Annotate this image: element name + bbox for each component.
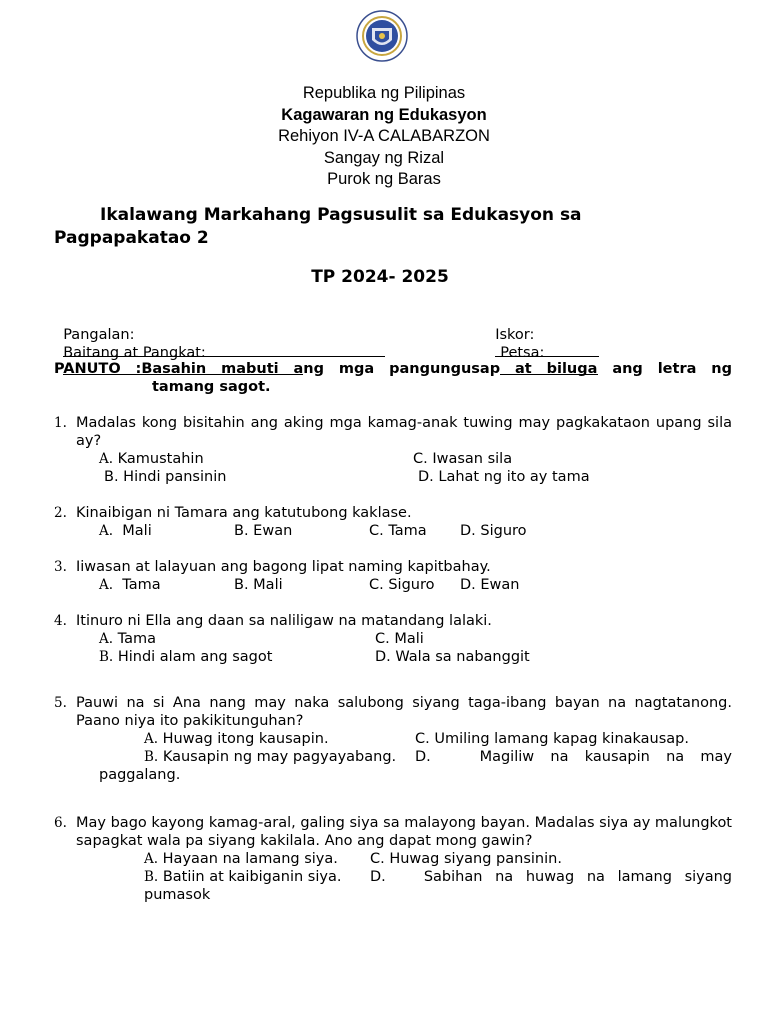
option-text: Tama: [117, 631, 157, 647]
option-letter: D.: [375, 649, 391, 665]
question-number: 4.: [54, 613, 67, 629]
option-b[interactable]: [104, 468, 226, 486]
option-d-continuation: paggalang.: [99, 767, 181, 783]
option-c[interactable]: [415, 730, 689, 748]
option-a[interactable]: [144, 730, 329, 748]
header-republic: Republika ng Pilipinas: [302, 84, 466, 102]
deped-seal-icon: [356, 10, 408, 62]
option-letter: C.: [370, 851, 385, 867]
header-region: Rehiyon IV-A CALABARZON: [278, 127, 490, 145]
header-division: Sangay ng Rizal: [323, 148, 445, 167]
option-letter: A.: [144, 731, 159, 747]
instructions: [54, 360, 732, 396]
header-department: Kagawaran ng Edukasyon: [281, 105, 487, 124]
option-text: Siguro: [480, 523, 527, 539]
option-c[interactable]: [369, 576, 435, 594]
option-text: Siguro: [388, 577, 435, 593]
option-letter: B.: [234, 523, 249, 539]
option-d[interactable]: [460, 522, 527, 540]
school-year: TP 2024- 2025: [311, 267, 449, 287]
option-text: Mali: [253, 577, 283, 593]
option-a[interactable]: [99, 522, 152, 540]
option-letter: D.: [370, 869, 386, 885]
option-text: Batiin at kaibiganin siya.: [162, 869, 342, 885]
instructions-line2: tamang sagot.: [152, 379, 271, 395]
option-c[interactable]: [375, 630, 424, 648]
grade-label: Baitang at Pangkat:: [63, 345, 206, 361]
option-text: Hindi pansinin: [123, 469, 227, 485]
option-letter: B.: [144, 749, 159, 765]
option-letter: A.: [144, 851, 159, 867]
option-a[interactable]: [99, 576, 161, 594]
question-text: Kinaibigan ni Tamara ang katutubong kaklase.: [76, 505, 412, 521]
question-text: Madalas kong bisitahin ang aking mga kamag-anak tuwing may pagkakataon upang sila ay?: [76, 415, 732, 449]
option-letter: B.: [144, 869, 159, 885]
option-text: Mali: [122, 523, 152, 539]
option-text: Ewan: [480, 577, 520, 593]
option-d[interactable]: [460, 576, 520, 594]
option-letter: B.: [234, 577, 249, 593]
question-text: May bago kayong kamag-aral, galing siya sa malayong bayan. Madalas siya ay malungkot sapagkat wala pa siyang kakilala. Ano ang dapat mong gawin?: [76, 815, 732, 849]
option-b[interactable]: [144, 868, 341, 886]
option-a[interactable]: [99, 630, 156, 648]
option-text: Kamustahin: [117, 451, 204, 467]
option-text: Wala sa nabanggit: [395, 649, 530, 665]
option-b[interactable]: [144, 748, 396, 766]
option-letter: C.: [413, 451, 428, 467]
option-letter: A.: [99, 577, 114, 593]
option-text: Iwasan sila: [432, 451, 513, 467]
option-text: Magiliw na kausapin na may: [479, 749, 732, 765]
option-letter: D.: [418, 469, 434, 485]
question-text: Pauwi na si Ana nang may naka salubong siyang taga-ibang bayan na nagtatanong. Paano niya ito pakikitunguhan?: [76, 695, 732, 729]
document-header: [0, 83, 768, 191]
option-text: Kausapin ng may pagyayabang.: [162, 749, 397, 765]
option-letter: C.: [375, 631, 390, 647]
question-number: 3.: [54, 559, 67, 575]
name-label: Pangalan:: [63, 327, 135, 343]
option-letter: D.: [415, 749, 431, 765]
option-a[interactable]: [144, 850, 338, 868]
option-text: Umiling lamang kapag kinakausap.: [434, 731, 689, 747]
question-number: 2.: [54, 505, 67, 521]
option-text: Huwag itong kausapin.: [162, 731, 329, 747]
option-letter: D.: [460, 577, 476, 593]
option-letter: C.: [369, 523, 384, 539]
question-text: Itinuro ni Ella ang daan sa naliligaw na matandang lalaki.: [76, 613, 492, 629]
option-b[interactable]: [234, 576, 283, 594]
option-letter: A.: [99, 451, 114, 467]
option-a[interactable]: [99, 450, 204, 468]
header-district: Purok ng Baras: [327, 170, 441, 188]
option-d[interactable]: [370, 868, 732, 886]
score-label: Iskor:: [495, 327, 535, 343]
option-text: Huwag siyang pansinin.: [389, 851, 562, 867]
option-letter: C.: [369, 577, 384, 593]
instructions-line1: PANUTO :Basahin mabuti ang mga pangungusap at biluga ang letra ng: [54, 361, 732, 377]
option-c[interactable]: [413, 450, 512, 468]
question-text: Iiwasan at lalayuan ang bagong lipat naming kapitbahay.: [76, 559, 491, 575]
option-letter: B.: [104, 469, 119, 485]
option-text: Hindi alam ang sagot: [117, 649, 273, 665]
option-d[interactable]: [418, 468, 590, 486]
option-b[interactable]: [234, 522, 292, 540]
option-text: Tama: [388, 523, 427, 539]
exam-title: Ikalawang Markahang Pagsusulit sa Edukasyon sa Pagpapakatao 2: [54, 205, 582, 248]
option-letter: D.: [460, 523, 476, 539]
option-text: Lahat ng ito ay tama: [438, 469, 590, 485]
option-letter: A.: [99, 523, 114, 539]
option-d-continuation: pumasok: [144, 887, 211, 903]
question-number: 1.: [54, 415, 67, 431]
option-text: Sabihan na huwag na lamang siyang: [423, 869, 733, 885]
date-label: Petsa:: [500, 345, 545, 361]
option-d[interactable]: [415, 748, 732, 766]
option-d[interactable]: [375, 648, 530, 666]
option-letter: B.: [99, 649, 114, 665]
option-b[interactable]: [99, 648, 272, 666]
question-number: 6.: [54, 815, 67, 831]
option-letter: C.: [415, 731, 430, 747]
option-c[interactable]: [369, 522, 427, 540]
option-text: Ewan: [253, 523, 293, 539]
option-text: Mali: [394, 631, 424, 647]
question-number: 5.: [54, 695, 67, 711]
option-text: Tama: [122, 577, 161, 593]
option-text: Hayaan na lamang siya.: [162, 851, 338, 867]
option-letter: A.: [99, 631, 114, 647]
option-c[interactable]: [370, 850, 562, 868]
